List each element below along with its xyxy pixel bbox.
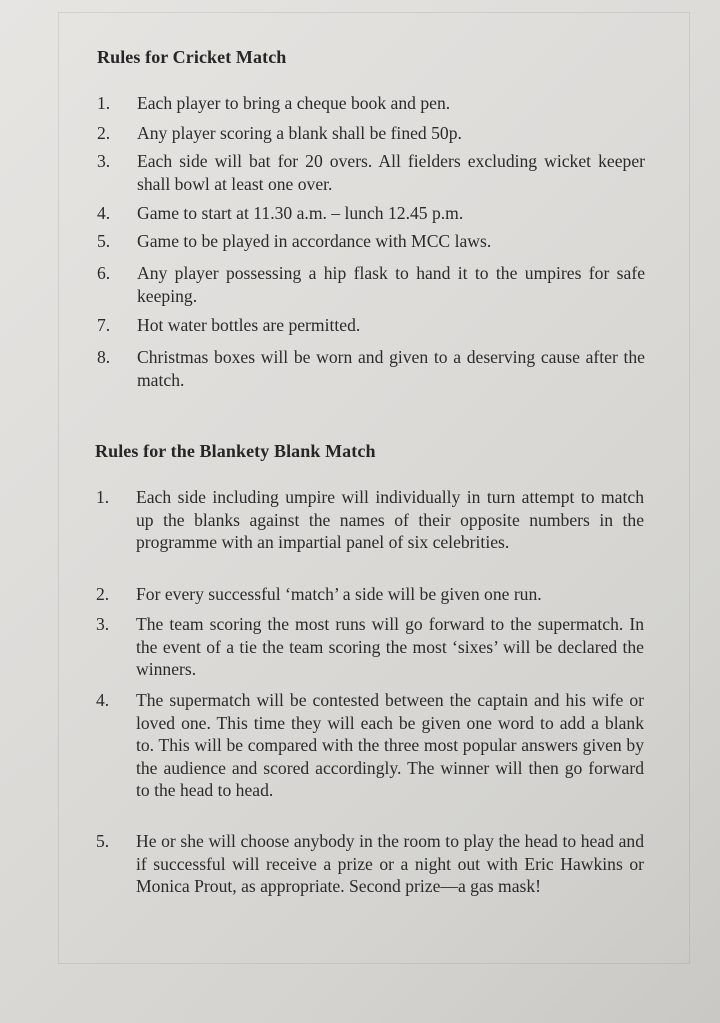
rule-number: 4.: [96, 690, 110, 710]
rule-text: For every successful ‘match’ a side will be given one run.: [136, 584, 542, 604]
cricket-rule-5: [97, 230, 645, 262]
blankety-rules-heading: Rules for the Blankety Blank Match: [95, 441, 376, 461]
blankety-rules-list: [96, 486, 644, 926]
cricket-rule-6: [97, 262, 645, 314]
rule-number: 8.: [97, 347, 111, 367]
rule-text: Game to be played in accordance with MCC laws.: [137, 231, 492, 251]
cricket-rules-list: [97, 92, 645, 392]
blankety-rule-2: [96, 583, 644, 613]
cricket-rule-2: [97, 122, 645, 150]
rule-text: Any player possessing a hip flask to hand it to the umpires for safe keeping.: [137, 263, 645, 306]
rule-number: 2.: [96, 584, 110, 604]
blankety-rule-1: [96, 486, 644, 583]
rule-text: The supermatch will be contested between the captain and his wife or loved one. This time they will each be given one word to add a blank to. This will be compared with the three most popular answers given by the audience and scored accordingly. The winner will then go forward to the head to head.: [136, 690, 644, 800]
blankety-rule-3: [96, 613, 644, 689]
rule-number: 5.: [96, 831, 110, 851]
rule-text: Each side including umpire will individually in turn attempt to match up the blanks against the names of their opposite numbers in the programme with an impartial panel of six celebrities.: [136, 487, 644, 552]
cricket-rule-4: [97, 202, 645, 230]
cricket-rule-1: [97, 92, 645, 122]
cricket-rules-heading: Rules for Cricket Match: [97, 47, 287, 67]
rule-number: 5.: [97, 231, 111, 251]
rule-number: 1.: [97, 93, 111, 113]
rule-number: 2.: [97, 123, 111, 143]
rule-text: Hot water bottles are permitted.: [137, 315, 361, 335]
cricket-rule-7: [97, 314, 645, 346]
rule-number: 3.: [96, 614, 110, 634]
blankety-rule-5: [96, 830, 644, 926]
rule-text: Each side will bat for 20 overs. All fielders excluding wicket keeper shall bowl at least one over.: [137, 151, 645, 194]
rule-text: Any player scoring a blank shall be fined 50p.: [137, 123, 462, 143]
rule-text: The team scoring the most runs will go forward to the supermatch. In the event of a tie the team scoring the most ‘sixes’ will be declared the winners.: [136, 614, 644, 679]
rule-number: 7.: [97, 315, 111, 335]
rule-number: 1.: [96, 487, 110, 507]
blankety-rule-4: [96, 689, 644, 830]
rule-number: 4.: [97, 203, 111, 223]
rule-number: 3.: [97, 151, 111, 171]
rule-text: Christmas boxes will be worn and given to a deserving cause after the match.: [137, 347, 645, 390]
rule-text: He or she will choose anybody in the room to play the head to head and if successful will receive a prize or a night out with Eric Hawkins or Monica Prout, as appropriate. Second prize—a gas mask!: [136, 831, 644, 896]
cricket-rule-8: [97, 346, 645, 392]
rule-text: Game to start at 11.30 a.m. – lunch 12.45 p.m.: [137, 203, 464, 223]
rule-text: Each player to bring a cheque book and pen.: [137, 93, 451, 113]
rule-number: 6.: [97, 263, 111, 283]
cricket-rule-3: [97, 150, 645, 202]
